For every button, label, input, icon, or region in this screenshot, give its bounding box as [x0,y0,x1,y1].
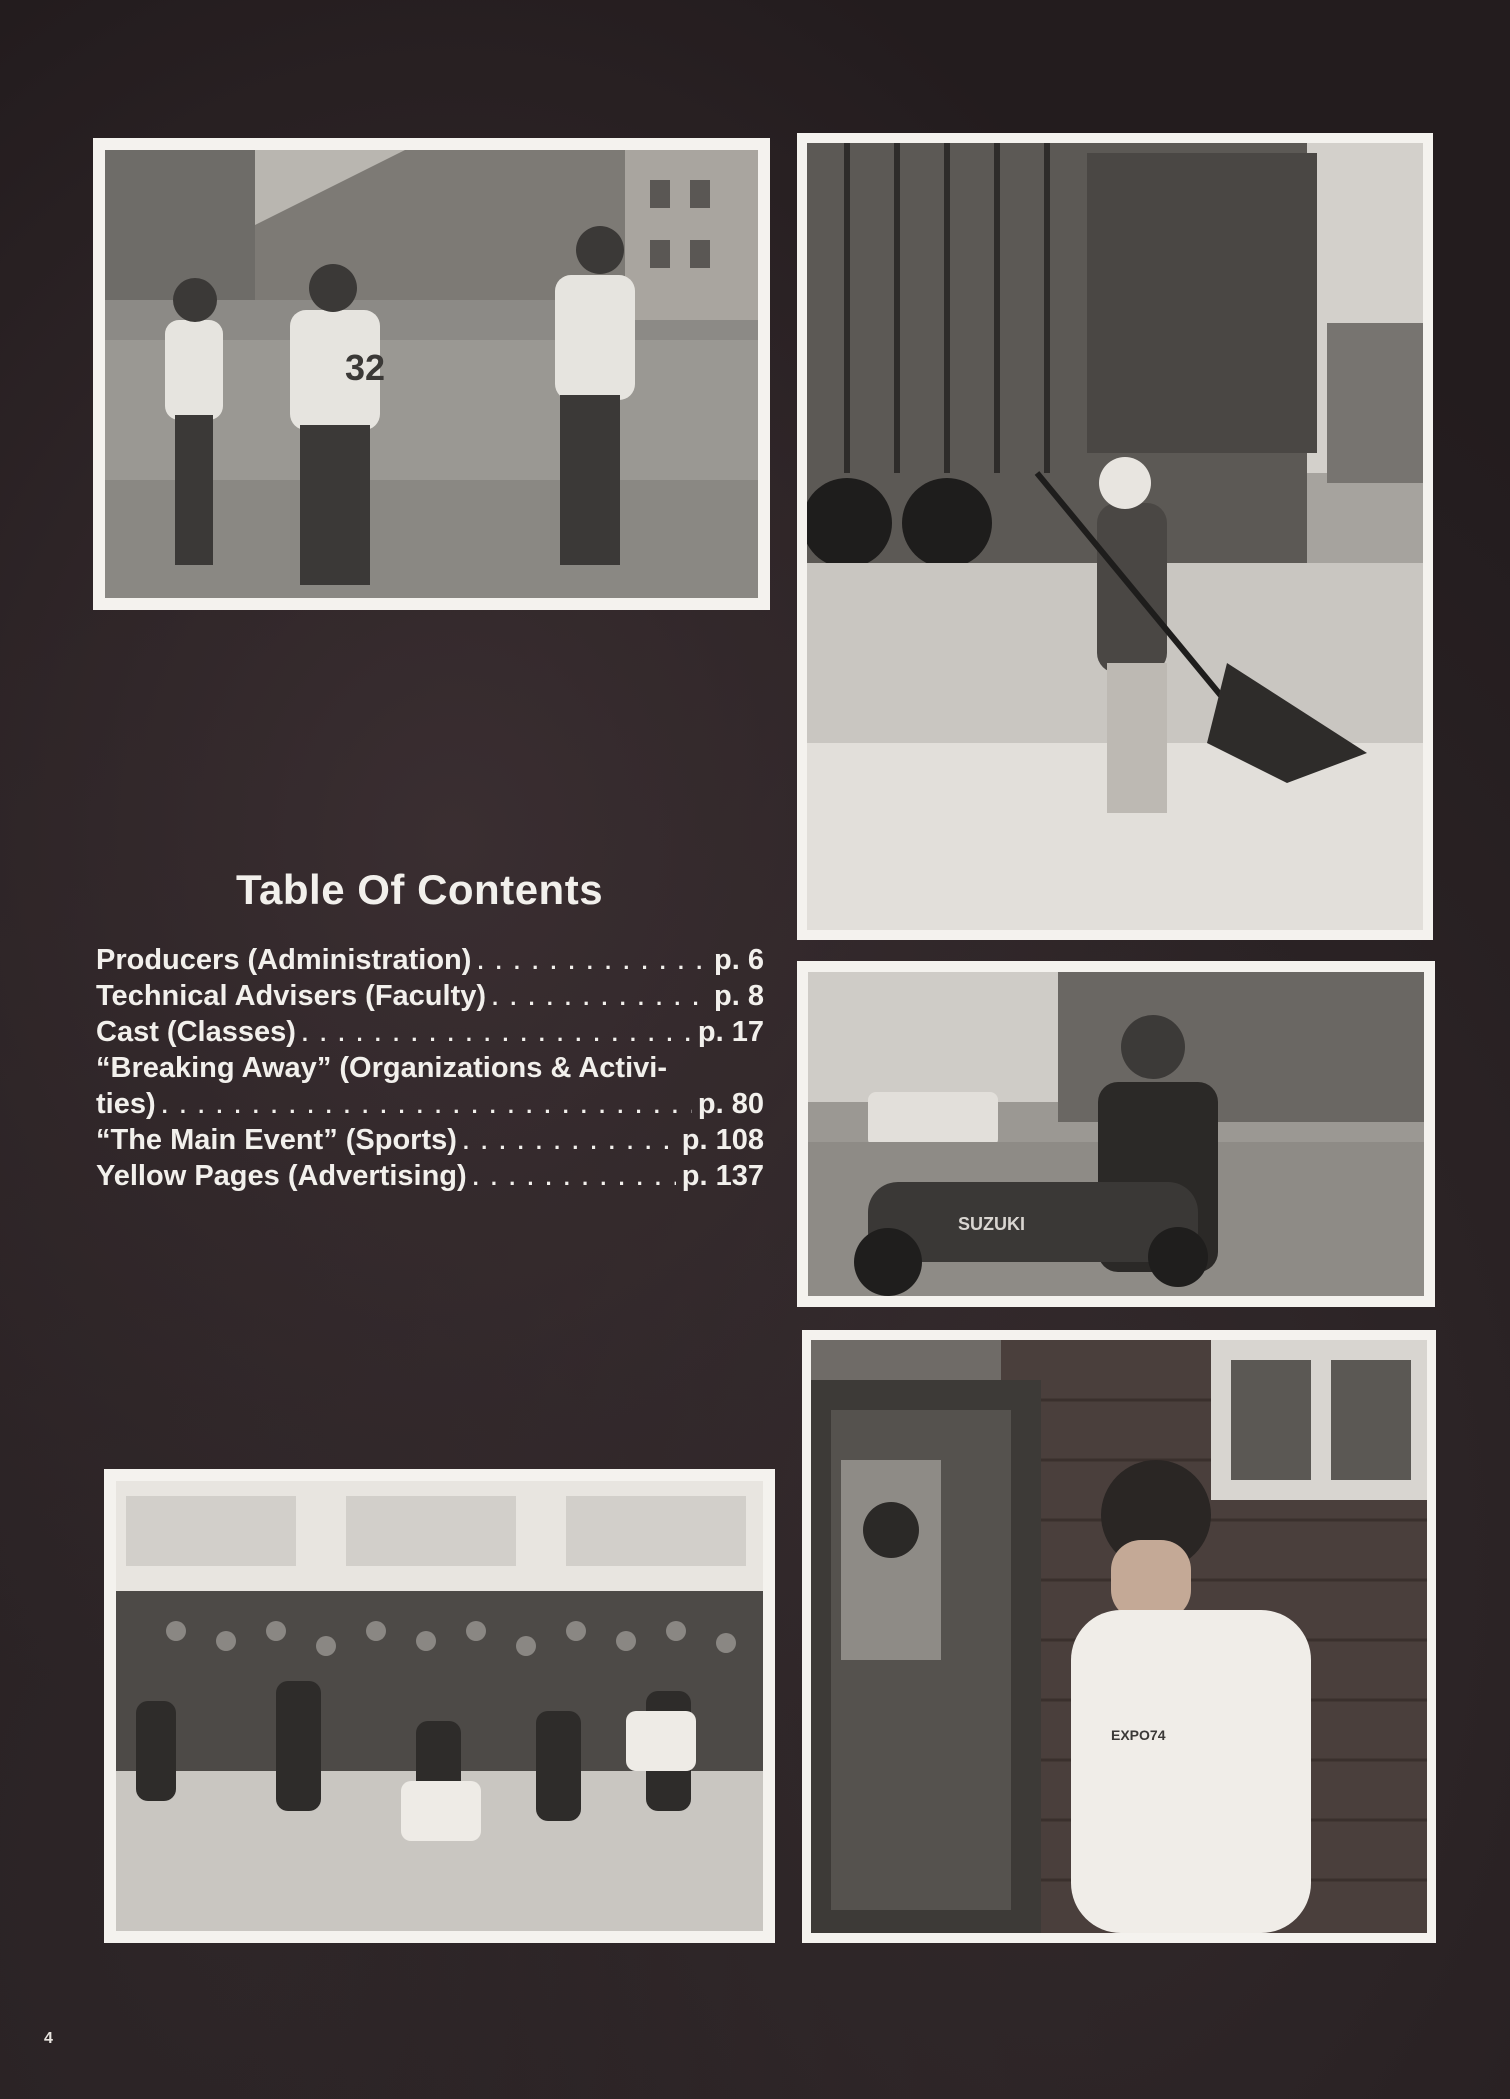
toc-label: Cast (Classes) [96,1016,296,1048]
page-number: 4 [44,2030,53,2047]
toc-entry-cast[interactable] [96,1014,764,1050]
toc-entry-main-event[interactable] [96,1122,764,1158]
motorcycle-brand: SUZUKI [958,1214,1025,1234]
motorcycle-scene [808,972,1424,1296]
toc-label: Producers (Administration) [96,944,472,976]
toc-page: p. 108 [681,1124,764,1156]
toc-label: “The Main Event” (Sports) [96,1124,457,1156]
photo-flag-girl-truck [797,133,1433,940]
toc-label: ties) [96,1088,156,1120]
photo-gym-tug-of-war [104,1469,775,1943]
truck-scene [807,143,1423,930]
toc-entry-breaking-away-line1[interactable]: “Breaking Away” (Organizations & Activi- [96,1052,667,1084]
toc-leader [477,944,708,980]
toc-page: p. 6 [714,944,764,976]
photo-motorcycle-rider [797,961,1435,1307]
toc-leader [463,1124,676,1160]
toc-list [96,942,764,1194]
toc-entry-breaking-away[interactable] [96,1086,764,1122]
shirt-logo: EXPO74 [1111,1727,1166,1743]
toc-label: Yellow Pages (Advertising) [96,1160,467,1192]
toc-label: Technical Advisers (Faculty) [96,980,487,1012]
toc-entry-technical-advisers[interactable] [96,978,764,1014]
toc-leader [492,980,708,1016]
toc-leader [302,1016,692,1052]
toc-page: p. 8 [714,980,764,1012]
toc-entry-yellow-pages[interactable] [96,1158,764,1194]
toc-entry-producers[interactable] [96,942,764,978]
photo-baseball-players [93,138,770,610]
toc-leader [473,1160,676,1196]
toc-leader [162,1088,692,1124]
gym-scene [116,1481,763,1931]
toc-page: p. 80 [697,1088,764,1120]
jersey-number: 32 [345,347,386,388]
payphone-scene [811,1340,1427,1933]
toc-page: p. 137 [681,1160,764,1192]
toc-page: p. 17 [697,1016,764,1048]
baseball-scene [105,150,758,598]
photo-payphone-man [802,1330,1436,1943]
toc-title: Table Of Contents [236,866,604,913]
